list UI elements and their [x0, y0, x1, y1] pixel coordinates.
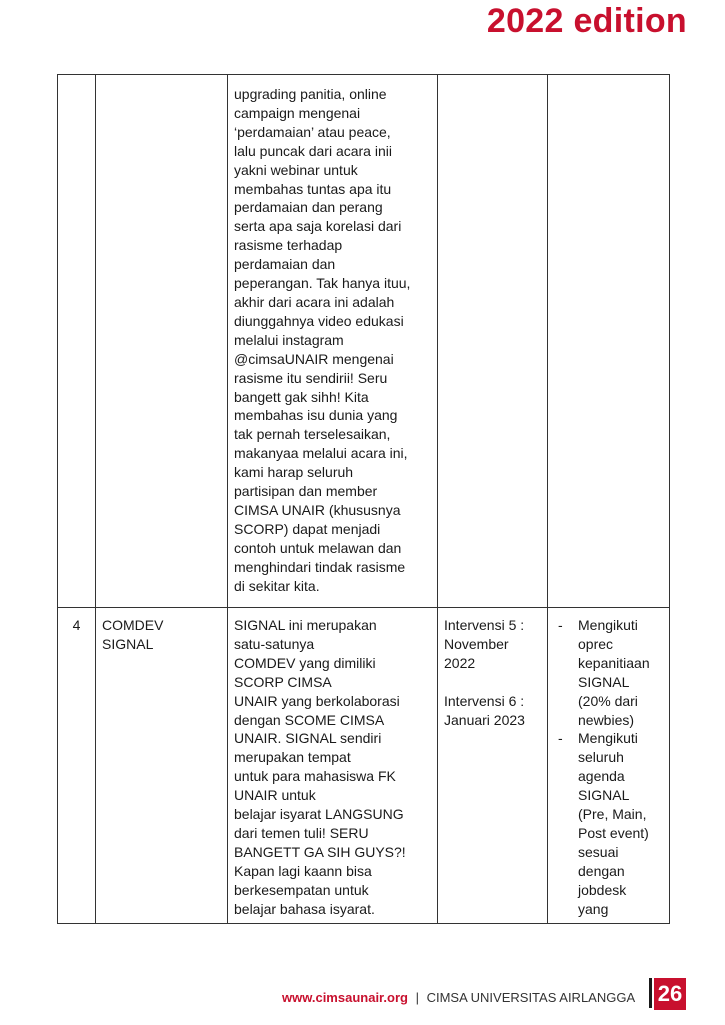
page-number-badge: 26 [654, 978, 686, 1010]
cell-number [58, 75, 96, 608]
text-line: SIGNAL ini merupakan [234, 617, 377, 633]
text-line: agenda [578, 768, 625, 785]
text-line: dengan SCOME CIMSA [234, 711, 385, 728]
text-line: serta apa saja korelasi dari [234, 218, 402, 235]
text-line: SIGNAL [102, 635, 154, 652]
cell-description [228, 608, 438, 924]
description-lines [234, 616, 431, 919]
criteria-text [578, 616, 663, 729]
text-line: sesuai [578, 843, 619, 860]
text-line: diunggahnya video edukasi [234, 312, 404, 329]
table-row [58, 608, 670, 924]
text-line: di sekitar kita. [234, 577, 320, 594]
text-line: tak pernah terselesaikan, [234, 426, 391, 443]
page-number-divider [649, 978, 652, 1008]
text-line: SCORP) dapat menjadi [234, 520, 381, 537]
text-line: November [444, 635, 509, 652]
text-line: bangett gak sihh! Kita [234, 388, 369, 405]
text-line: SCORP CIMSA [234, 673, 332, 690]
text-line: Intervensi 6 : [444, 692, 525, 709]
text-line: peperangan. Tak hanya ituu, [234, 275, 411, 292]
text-line: melalui instagram [234, 331, 344, 348]
text-line: jobdesk [578, 881, 627, 898]
criteria-text [578, 729, 663, 918]
text-line: belajar bahasa isyarat. [234, 900, 375, 917]
text-line: UNAIR untuk [234, 787, 316, 804]
text-line: untuk para mahasiswa FK [234, 768, 396, 785]
text-line: 2022 [444, 654, 476, 671]
text-line: campaign mengenai [234, 104, 361, 121]
text-line: (Pre, Main, [578, 806, 647, 823]
cell-schedule [438, 75, 548, 608]
cell-schedule [438, 608, 548, 924]
text-line: lalu puncak dari acara inii [234, 142, 392, 159]
text-line: partisipan dan member [234, 483, 378, 500]
text-line: perdamaian dan [234, 256, 336, 273]
schedule-intervensi-6 [444, 692, 541, 730]
text-line: SIGNAL [578, 673, 630, 690]
cell-criteria [548, 608, 670, 924]
footer-separator: | [415, 990, 419, 1005]
program-table [57, 74, 670, 924]
text-line: newbies) [578, 711, 635, 728]
program-name-lines [102, 616, 221, 654]
text-line: seluruh [578, 749, 624, 766]
text-line: contoh untuk melawan dan [234, 539, 402, 556]
text-line: oprec [578, 635, 614, 652]
text-line: belajar isyarat LANGSUNG [234, 806, 404, 823]
text-line: menghindari tindak rasisme [234, 558, 406, 575]
text-line: Kapan lagi kaann bisa [234, 862, 372, 879]
text-line: BANGETT GA SIH GUYS?! [234, 843, 406, 860]
edition-title: 2022 edition [486, 2, 687, 40]
cell-program-name [96, 75, 228, 608]
footer-org: CIMSA UNIVERSITAS AIRLANGGA [426, 990, 636, 1005]
text-line: rasisme itu sendirii! Seru [234, 369, 388, 386]
text-line: COMDEV yang dimiliki [234, 654, 376, 671]
text-line: Intervensi 5 : [444, 617, 525, 633]
text-line: perdamaian dan perang [234, 199, 383, 216]
text-line: CIMSA UNAIR (khususnya [234, 501, 401, 518]
criteria-dash: - [558, 730, 563, 747]
text-line: merupakan tempat [234, 749, 351, 766]
text-line: @cimsaUNAIR mengenai [234, 350, 394, 367]
text-line: UNAIR. SIGNAL sendiri [234, 730, 382, 747]
text-line: membahas tuntas apa itu [234, 180, 392, 197]
text-line: Mengikuti [578, 617, 638, 633]
text-line: makanyaa melalui acara ini, [234, 445, 408, 462]
text-line: upgrading panitia, online [234, 86, 387, 102]
footer-url-link[interactable]: www.cimsaunair.org [282, 990, 408, 1005]
text-line: berkesempatan untuk [234, 881, 369, 898]
criteria-dash: - [558, 617, 563, 633]
text-line: rasisme terhadap [234, 237, 343, 254]
text-line: Mengikuti [578, 730, 638, 747]
text-line: yang [578, 900, 609, 917]
text-line: (20% dari [578, 692, 638, 709]
cell-criteria [548, 75, 670, 608]
footer [282, 990, 635, 1005]
text-line: ‘perdamaian’ atau peace, [234, 123, 391, 140]
text-line: Post event) [578, 824, 649, 841]
cell-program-name [96, 608, 228, 924]
cell-description [228, 75, 438, 608]
text-line: UNAIR yang berkolaborasi [234, 692, 400, 709]
text-line: yakni webinar untuk [234, 161, 358, 178]
text-line: SIGNAL [578, 787, 630, 804]
text-line: satu-satunya [234, 635, 315, 652]
text-line: dengan [578, 862, 625, 879]
description-lines [234, 85, 431, 595]
text-line: kami harap seluruh [234, 464, 354, 481]
text-line: dari temen tuli! SERU [234, 824, 369, 841]
schedule-intervensi-5 [444, 616, 541, 673]
text-line: akhir dari acara ini adalah [234, 293, 395, 310]
text-line: Januari 2023 [444, 711, 525, 728]
table-row [58, 75, 670, 608]
criteria-item [554, 616, 663, 729]
cell-number: 4 [58, 608, 96, 924]
criteria-item [554, 729, 663, 918]
text-line: membahas isu dunia yang [234, 407, 398, 424]
text-line: kepanitiaan [578, 654, 650, 671]
text-line: COMDEV [102, 617, 164, 633]
